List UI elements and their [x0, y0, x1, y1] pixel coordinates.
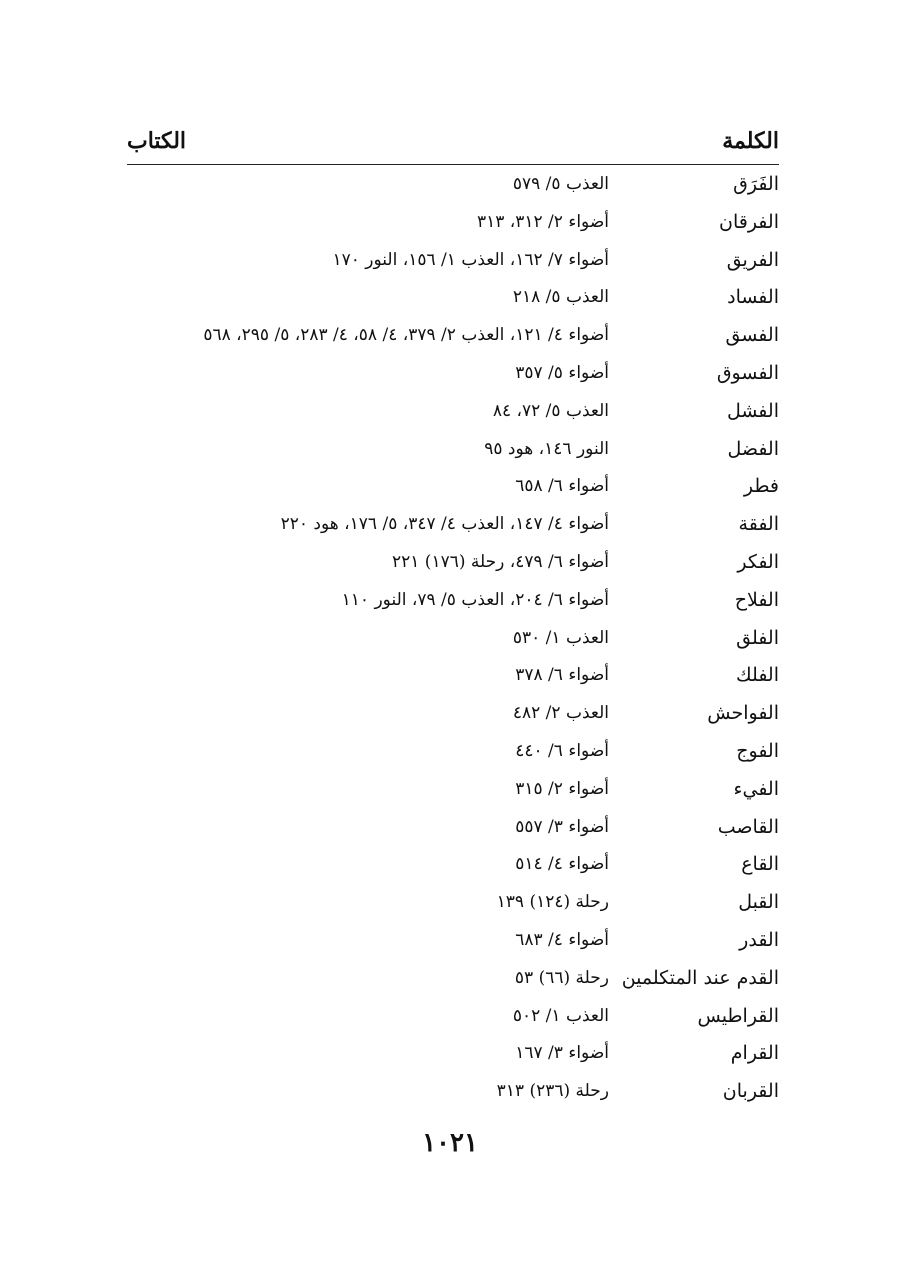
entry-book-refs: أضواء ٢/ ٣١٥	[515, 778, 609, 799]
entry-word: الفضل	[727, 437, 779, 460]
index-entry	[127, 733, 779, 771]
entry-book-refs: العذب ٥/ ٥٧٩	[512, 174, 609, 194]
index-entry	[127, 846, 779, 884]
index-entry	[127, 506, 779, 544]
word-column-header: الكلمة	[722, 128, 779, 154]
entry-word: الفلاح	[734, 588, 779, 611]
index-entry	[127, 1073, 779, 1111]
entry-book-refs: أضواء ٦/ ٤٤٠	[515, 740, 609, 761]
page-number: ١٠٢١	[422, 1128, 478, 1158]
entry-book-refs: رحلة (١٢٤) ١٣٩	[496, 892, 609, 913]
entry-book-refs: النور ١٤٦، هود ٩٥	[484, 438, 609, 459]
entry-book-refs: أضواء ٣/ ١٦٧	[515, 1043, 609, 1064]
index-entry	[127, 242, 779, 280]
entry-word: القبل	[738, 891, 779, 914]
entry-book-refs: العذب ١/ ٥٠٢	[512, 1005, 609, 1026]
index-entry	[127, 620, 779, 658]
entry-book-refs: أضواء ٥/ ٣٥٧	[515, 362, 609, 383]
entry-word: الفساد	[727, 286, 779, 309]
index-entry	[127, 1035, 779, 1073]
index-entries	[127, 166, 779, 1111]
entry-book-refs: رحلة (٢٣٦) ٣١٣	[496, 1081, 609, 1102]
entry-book-refs: العذب ٥/ ٢١٨	[512, 287, 609, 308]
entry-word: القاع	[741, 853, 779, 876]
index-entry	[127, 431, 779, 469]
entry-book-refs: أضواء ٦/ ٤٧٩، رحلة (١٧٦) ٢٢١	[392, 551, 609, 572]
entry-book-refs: أضواء ٤/ ٥١٤	[515, 854, 609, 875]
entry-word: الفريق	[726, 248, 779, 271]
entry-word: الفسق	[725, 324, 779, 347]
index-entry	[127, 809, 779, 847]
entry-word: الفشل	[726, 399, 779, 422]
entry-book-refs: أضواء ٢/ ٣١٢، ٣١٣	[476, 211, 609, 232]
table-header	[127, 120, 779, 165]
entry-word: القرام	[730, 1042, 779, 1065]
entry-book-refs: أضواء ٦/ ٣٧٨	[515, 665, 609, 686]
book-column-header: الكتاب	[127, 128, 187, 154]
entry-book-refs: العذب ٢/ ٤٨٢	[512, 703, 609, 724]
index-entry	[127, 166, 779, 204]
entry-word: الفسوق	[716, 361, 779, 384]
entry-book-refs: العذب ١/ ٥٣٠	[512, 627, 609, 648]
entry-word: الفلك	[736, 664, 779, 687]
entry-word: القاصب	[717, 815, 779, 838]
index-entry	[127, 582, 779, 620]
entry-book-refs: رحلة (٦٦) ٥٣	[514, 967, 609, 988]
index-entry	[127, 657, 779, 695]
index-entry	[127, 771, 779, 809]
index-entry	[127, 960, 779, 998]
entry-word: القربان	[722, 1080, 779, 1103]
entry-book-refs: أضواء ٤/ ١٤٧، العذب ٤/ ٣٤٧، ٥/ ١٧٦، هود ٢٢٠	[280, 514, 609, 535]
entry-book-refs: أضواء ٣/ ٥٥٧	[515, 816, 609, 837]
index-entry	[127, 468, 779, 506]
index-entry	[127, 922, 779, 960]
index-entry	[127, 355, 779, 393]
index-entry	[127, 695, 779, 733]
entry-word: القدر	[739, 928, 779, 951]
entry-word: الفوج	[736, 739, 779, 762]
index-entry	[127, 279, 779, 317]
index-entry	[127, 393, 779, 431]
entry-word: الفكر	[737, 550, 779, 573]
entry-word: القدم عند المتكلمين	[621, 966, 779, 989]
entry-book-refs: أضواء ٤/ ١٢١، العذب ٢/ ٣٧٩، ٤/ ٥٨، ٤/ ٢٨٣، ٥/ ٢٩٥، ٥٦٨	[203, 325, 609, 346]
entry-word: الفَرَق	[733, 173, 779, 195]
entry-word: الفرقان	[719, 210, 779, 233]
entry-book-refs: العذب ٥/ ٧٢، ٨٤	[492, 400, 609, 421]
entry-word: الفلق	[736, 626, 779, 649]
index-entry	[127, 884, 779, 922]
entry-word: القراطيس	[697, 1004, 779, 1027]
entry-book-refs: أضواء ٦/ ٦٥٨	[515, 476, 609, 497]
entry-book-refs: أضواء ٧/ ١٦٢، العذب ١/ ١٥٦، النور ١٧٠	[332, 249, 609, 270]
entry-word: فطر	[743, 475, 779, 498]
index-entry	[127, 998, 779, 1036]
index-entry	[127, 204, 779, 242]
entry-word: الفواحش	[707, 702, 779, 725]
entry-book-refs: أضواء ٦/ ٢٠٤، العذب ٥/ ٧٩، النور ١١٠	[341, 589, 609, 610]
entry-word: الفيء	[733, 777, 779, 800]
entry-word: الفقة	[738, 513, 779, 536]
entry-book-refs: أضواء ٤/ ٦٨٣	[515, 929, 609, 950]
index-entry	[127, 544, 779, 582]
index-entry	[127, 317, 779, 355]
